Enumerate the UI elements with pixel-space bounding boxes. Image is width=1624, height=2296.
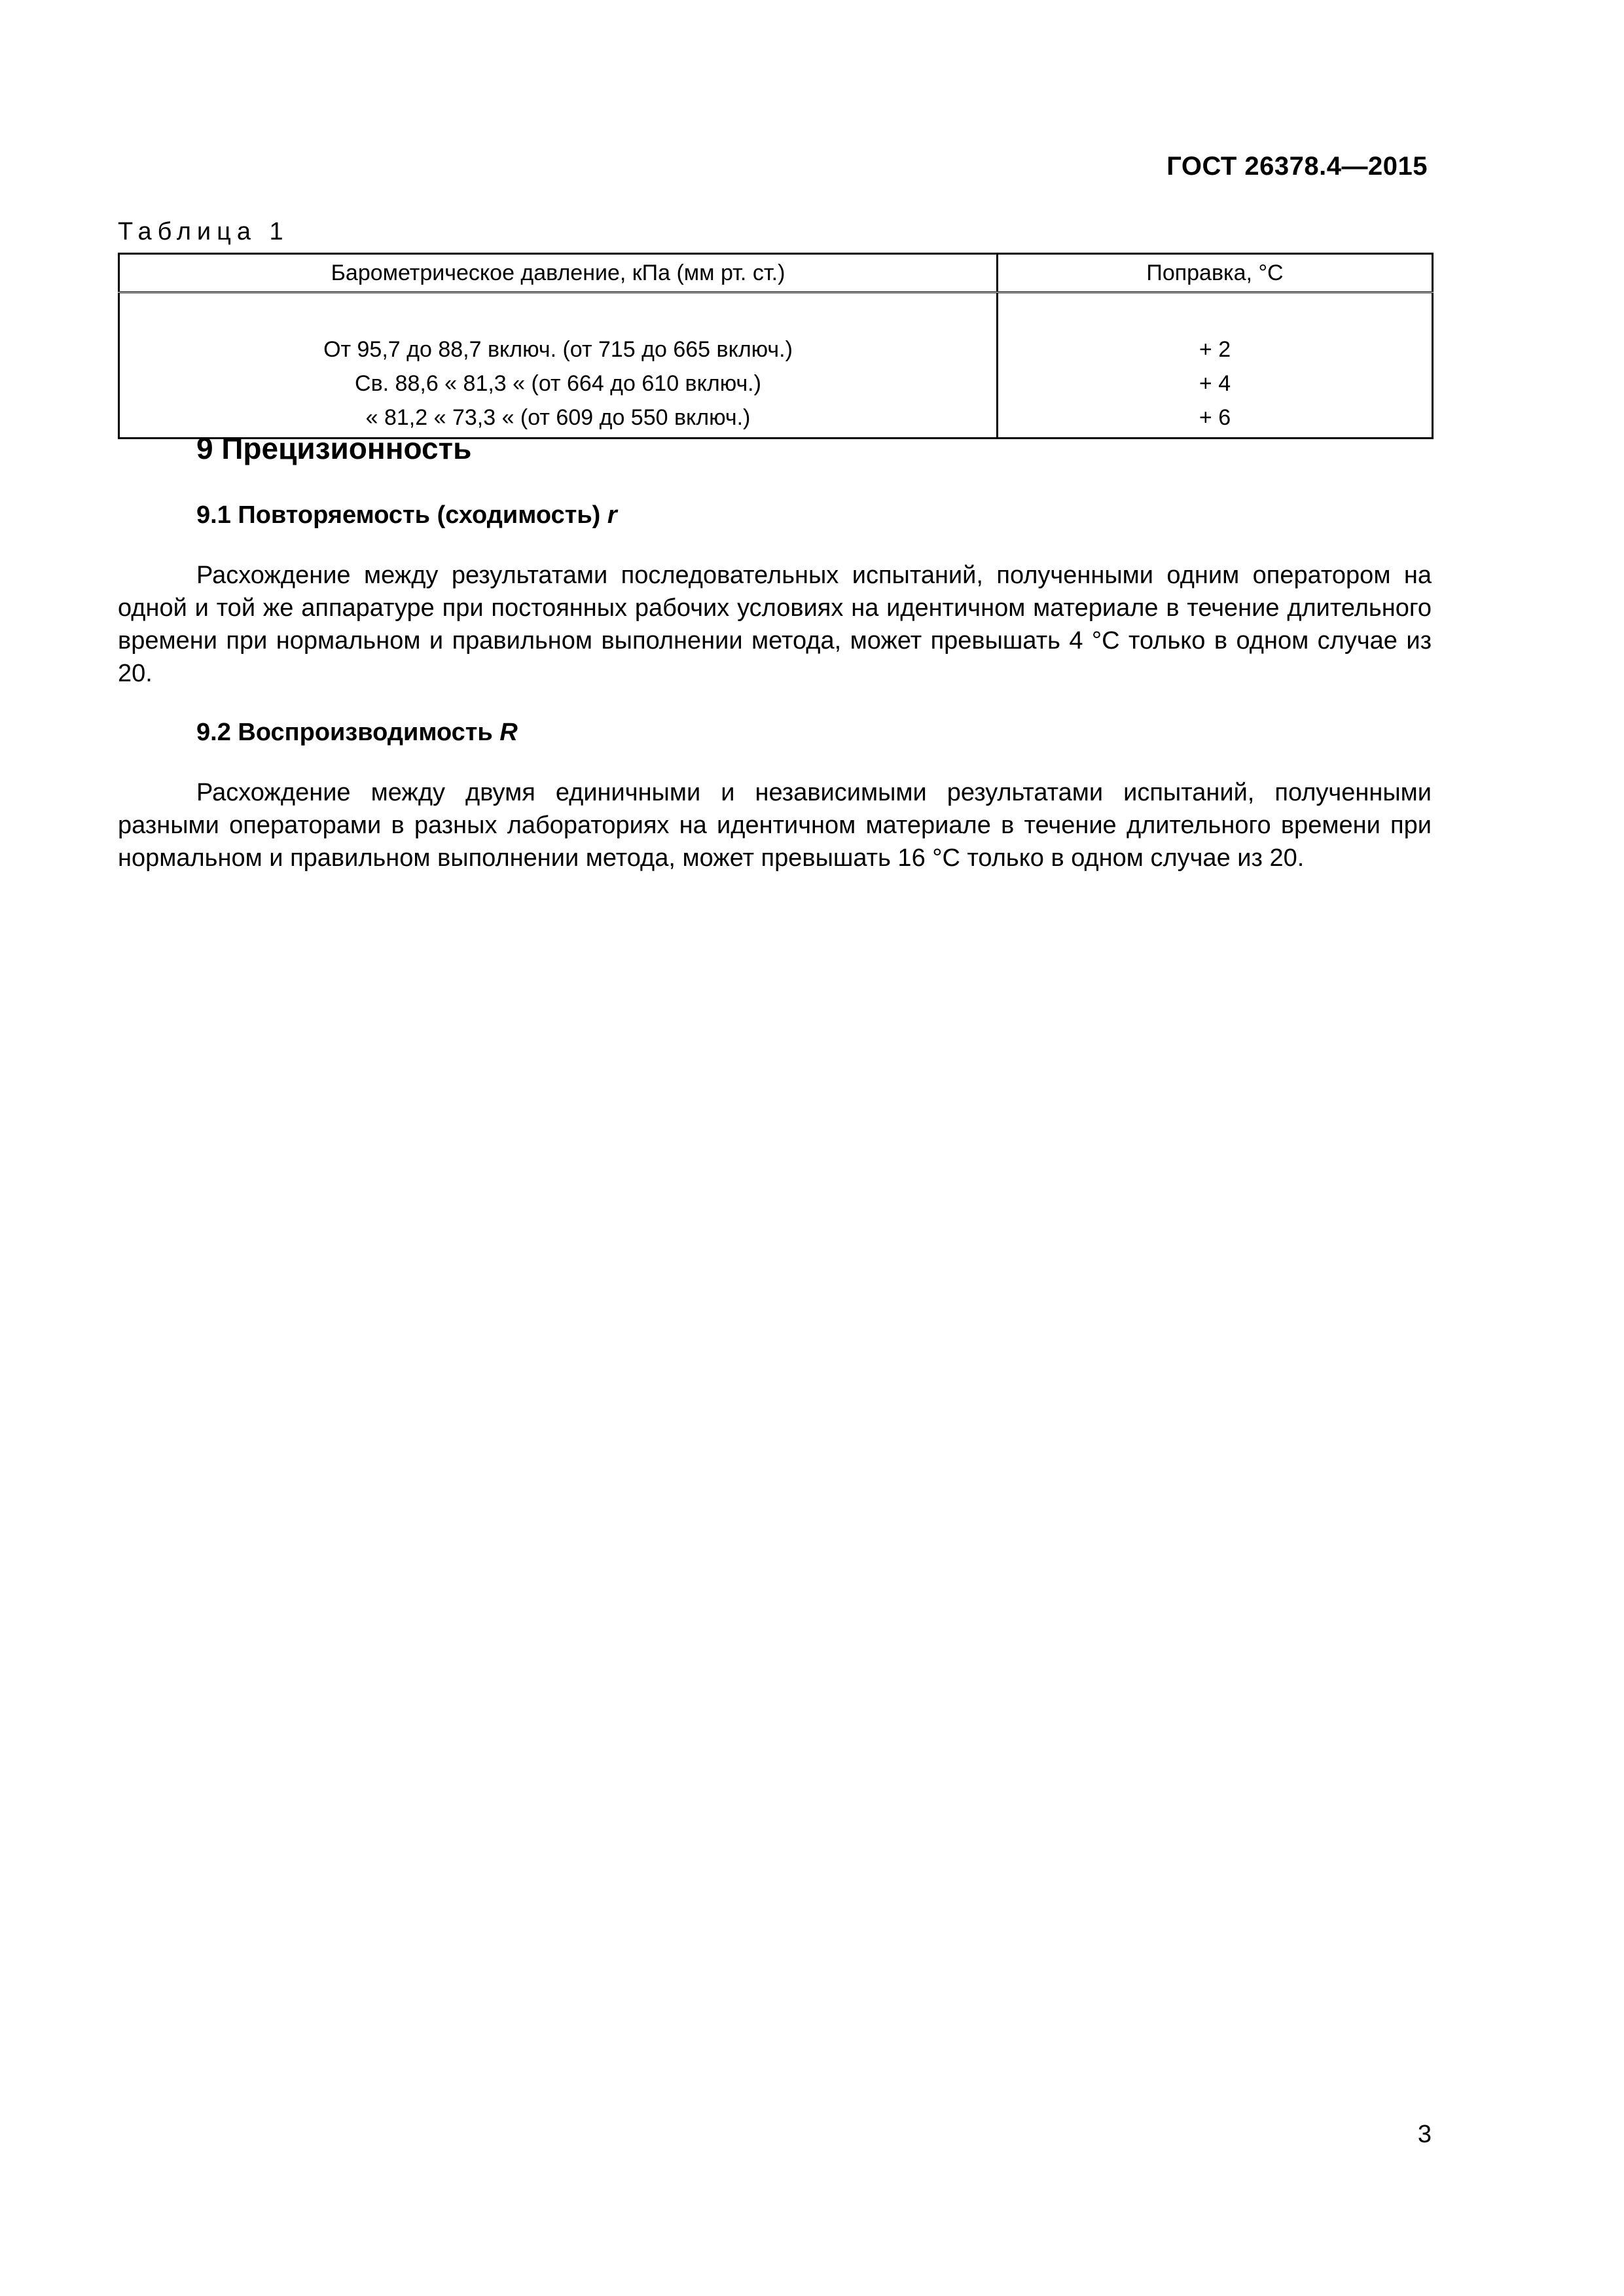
reproducibility-paragraph: Расхождение между двумя единичными и независимыми результатами испытаний, полученными разными операторами в разных лабораториях на идентичном материале в течение длительного времени при нормальном и правильном выполнении метода, может превышать 16 °С только в одном случае из 20. [118,779,1432,872]
table-cell-correction: + 6 [998,401,1433,439]
subsection-title-text: 9.2 Воспроизводимость [196,719,493,746]
table-cell-correction: + 4 [998,367,1433,401]
table-header-row [119,254,1433,293]
subsection-title-text: 9.1 Повторяемость (сходимость) [196,501,601,529]
table-separator [119,293,1433,328]
reproducibility-symbol: R [499,719,518,746]
table-header-correction: Поправка, °С [998,254,1433,293]
table-row [119,367,1433,401]
correction-table [118,253,1434,439]
document-code: ГОСТ 26378.4—2015 [1166,152,1428,181]
table-row [119,327,1433,367]
section-title: 9 Прецизионность [196,431,472,465]
table-cell-pressure: Св. 88,6 « 81,3 « (от 664 до 610 включ.) [119,367,998,401]
table-caption: Таблица 1 [118,218,289,245]
repeatability-paragraph: Расхождение между результатами последовательных испытаний, полученными одним оператором на одной и той же аппаратуре при постоянных рабочих условиях на идентичном материале в течение длительного времени при нормальном и правильном выполнении метода, может превышать 4 °С только в одном случае из 20. [118,562,1432,687]
table-container [118,253,1432,439]
subsection-title-reproducibility [196,719,518,747]
table-cell-correction: + 2 [998,327,1433,367]
repeatability-symbol: r [607,501,617,529]
table-cell-pressure: От 95,7 до 88,7 включ. (от 715 до 665 включ.) [119,327,998,367]
subsection-title-repeatability [196,501,617,529]
table-header-pressure: Барометрическое давление, кПа (мм рт. ст.) [119,254,998,293]
table-cell-pressure: « 81,2 « 73,3 « (от 609 до 550 включ.) [119,401,998,439]
page-number: 3 [1417,2121,1432,2148]
